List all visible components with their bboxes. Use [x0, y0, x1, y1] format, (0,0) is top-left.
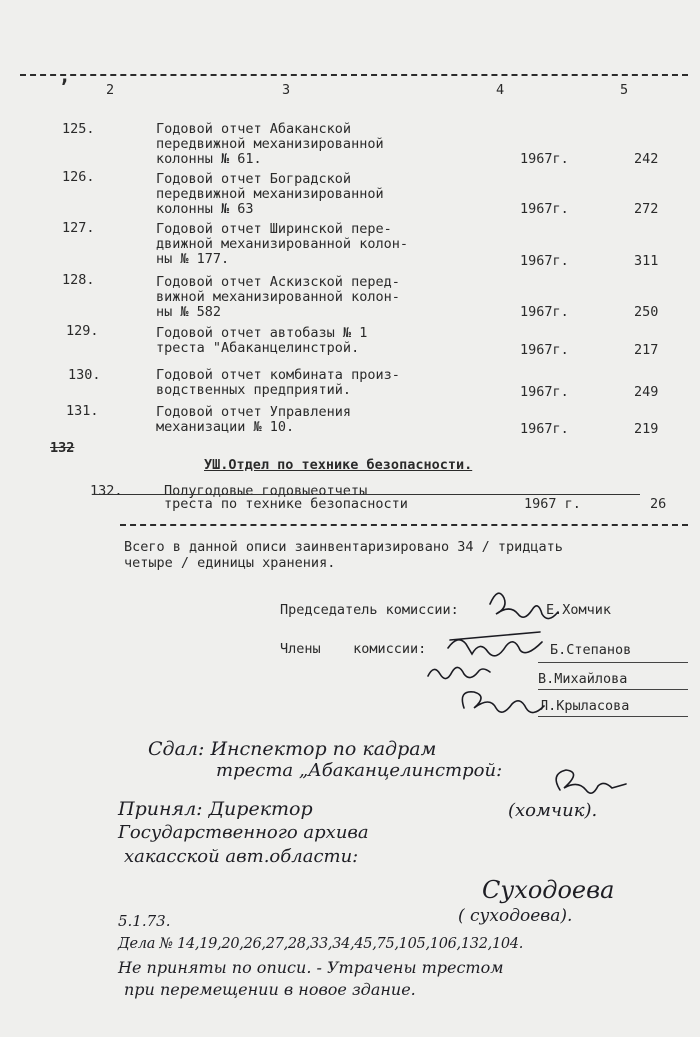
column-number: 5: [620, 82, 629, 98]
row-title-line: передвижной механизированной: [156, 136, 384, 152]
row-title-line: треста "Абаканцелинстрой.: [156, 340, 360, 356]
hw-accepted-signature: Суходоева: [482, 876, 615, 904]
hw-accepted-name: ( суходоева).: [458, 906, 573, 926]
hw-note-line: Дела № 14,19,20,26,27,28,33,34,45,75,105,106,132,104.: [118, 936, 524, 952]
total-line: четыре / единицы хранения.: [124, 555, 336, 571]
row-year: 1967г.: [520, 201, 569, 217]
hw-note-line: Не приняты по описи. - Утрачены трестом: [118, 958, 504, 977]
row-year: 1967г.: [520, 421, 569, 437]
members-label: Члены комиссии:: [280, 641, 427, 657]
row-title-line: Годовой отчет Аскизской перед-: [156, 274, 400, 290]
total-line: Всего в данной описи заинвентаризировано 34 / тридцать: [124, 539, 563, 555]
row-title-line: Годовой отчет Ширинской пере-: [156, 221, 392, 237]
hw-accepted-line: Принял: Директор: [118, 798, 313, 820]
row-sheet-count: 250: [634, 304, 659, 320]
row-number: 127.: [62, 220, 95, 236]
member-signature: [448, 632, 542, 656]
row-title-line: Годовой отчет Боградской: [156, 171, 352, 187]
row-sheet-count: 26: [650, 496, 667, 512]
row-number: 125.: [62, 121, 95, 137]
row-title-line: Годовой отчет комбината произ-: [156, 367, 400, 383]
member-signature: [428, 667, 490, 678]
row-title-line: передвижной механизированной: [156, 186, 384, 202]
row-year: 1967г.: [520, 304, 569, 320]
row-title-line: водственных предприятий.: [156, 382, 352, 398]
struck-row-number: 132: [50, 440, 75, 456]
hw-surrendered-line: треста „Абаканцелинстрой:: [216, 760, 503, 781]
member-name: Б.Степанов: [550, 642, 632, 658]
column-number: 4: [496, 82, 505, 98]
row-number: 126.: [62, 169, 95, 185]
hw-accepted-line: Государственного архива: [118, 822, 369, 843]
member-name: Л.Крыласова: [540, 698, 630, 714]
row-title-line: ны № 582: [156, 304, 222, 320]
row-title-line: механизации № 10.: [156, 419, 295, 435]
row-title-line: вижной механизированной колон-: [156, 289, 400, 305]
row-number: 128.: [62, 272, 95, 288]
row-title-line: Полугодовые годовыеотчеты: [164, 483, 368, 499]
row-sheet-count: 219: [634, 421, 659, 437]
row-title-line: Годовой отчет автобазы № 1: [156, 325, 368, 341]
hw-note-line: при перемещении в новое здание.: [124, 980, 416, 999]
row-sheet-count: 217: [634, 342, 659, 358]
row-number: 129.: [66, 323, 99, 339]
row-year: 1967 г.: [524, 496, 581, 512]
row-title-line: ны № 177.: [156, 251, 230, 267]
row-number: 131.: [66, 403, 99, 419]
row-title-line: движной механизированной колон-: [156, 236, 408, 252]
hw-surrendered-name: (хомчик).: [508, 800, 598, 821]
row-title-line: Годовой отчет Абаканской: [156, 121, 352, 137]
member-name: В.Михайлова: [538, 671, 628, 687]
row-sheet-count: 311: [634, 253, 659, 269]
row-number: 130.: [68, 367, 101, 383]
row-year: 1967г.: [520, 253, 569, 269]
chair-label: Председатель комиссии:: [280, 602, 459, 618]
corner-mark: ʼ: [58, 75, 71, 99]
row-year: 1967г.: [520, 342, 569, 358]
chair-signature: [490, 593, 558, 618]
row-sheet-count: 249: [634, 384, 659, 400]
row-title-line: колонны № 63: [156, 201, 254, 217]
row-title-line: колонны № 61.: [156, 151, 262, 167]
row-year: 1967г.: [520, 151, 569, 167]
column-number: 3: [282, 82, 291, 98]
hw-surrendered-line: Сдал: Инспектор по кадрам: [148, 738, 437, 760]
column-number: 2: [106, 82, 115, 98]
row-number: 132.: [90, 483, 123, 499]
row-title-line: Годовой отчет Управления: [156, 404, 352, 420]
row-year: 1967г.: [520, 384, 569, 400]
member-signature: [462, 692, 544, 713]
section-title: УШ.Отдел по технике безопасности.: [204, 457, 473, 473]
row-sheet-count: 272: [634, 201, 659, 217]
row-title-line: треста по технике безопасности: [164, 496, 408, 512]
hw-date: 5.1.73.: [118, 912, 171, 930]
row-sheet-count: 242: [634, 151, 659, 167]
chair-name: Е.Хомчик: [546, 602, 612, 618]
hw-accepted-line: хакасской авт.области:: [124, 846, 359, 867]
surrendered-signature: [556, 770, 626, 793]
